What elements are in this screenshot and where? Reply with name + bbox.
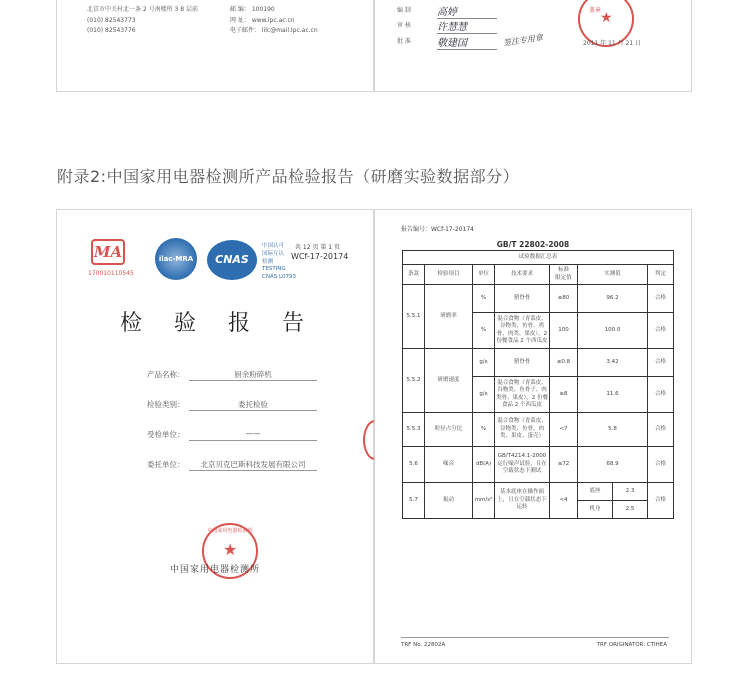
cell-unit: g/s: [473, 349, 495, 377]
fax-line: (010) 82543776: [87, 27, 136, 34]
signature-extra: 签注专用章: [502, 33, 544, 48]
cell-clause: 5.6: [403, 447, 425, 483]
field-client: [147, 459, 317, 473]
header-measured: 实测值: [578, 265, 648, 285]
report-number: WCf-17-20174: [291, 252, 349, 261]
cell-measured: 100.0: [578, 313, 648, 349]
stamp-star-icon: ★: [600, 10, 613, 26]
issuing-org: 中国家用电器检测所: [169, 565, 260, 575]
stamp-ring-text: 中国家用电器检测所: [207, 528, 253, 534]
footer-trf-no: TRF No. 22802A: [401, 642, 446, 648]
cert-line-2: 国际互认: [262, 251, 285, 257]
cell-requirement: 基本底座在操作面上，且在空载状态下运转: [495, 483, 550, 519]
cell-requirement: 混合食物（青菜皮、谷物类、鱼骨、鸡骨、肉类、果皮），2 份餐食品 2 个西瓜皮: [495, 313, 550, 349]
email-line: 电子邮件： lilc@mail.lpc.ac.cn: [230, 27, 318, 34]
cell-item: 研磨速度: [425, 349, 473, 413]
cell-measured: 68.9: [578, 447, 648, 483]
cell-limit: ≤72: [550, 447, 578, 483]
cell-verdict: 合格: [648, 413, 674, 447]
stamp-label: 盖章: [589, 7, 602, 14]
cell-requirement: 猪脊骨: [495, 349, 550, 377]
header-verdict: 判定: [648, 265, 674, 285]
field-inspection-type: [147, 399, 317, 413]
table-header-row: [403, 265, 674, 285]
phone-line: (010) 82543773: [87, 17, 136, 24]
footer-trf-originator: TRF ORIGINATOR: CTIHEA: [596, 642, 667, 648]
header-unit: 单位: [473, 265, 495, 285]
cell-verdict: 合格: [648, 313, 674, 349]
results-table: [402, 250, 674, 519]
cell-limit: ≥8: [550, 377, 578, 413]
field-label: 检验类别：: [147, 400, 185, 409]
sub-value: 2.5: [625, 505, 635, 512]
cert-line-5: CNAS L0793: [262, 274, 297, 280]
cell-item: 粒径占分比: [425, 413, 473, 447]
sub-label: 底座: [578, 483, 613, 500]
ma-logo-text: MA: [93, 243, 123, 261]
field-value: 委托检验: [189, 399, 317, 411]
report-cover-page: [56, 209, 374, 664]
appendix-caption: 附录2:中国家用电器检测所产品检验报告（研磨实验数据部分）: [57, 167, 520, 186]
table-row: [403, 483, 674, 519]
sign-label-prepared: 编 制: [397, 7, 411, 14]
cell-limit: <7: [550, 413, 578, 447]
cell-unit: mm/s²: [473, 483, 495, 519]
header-clause: 条款: [403, 265, 425, 285]
report-data-page: [374, 209, 692, 664]
cell-limit: <4: [550, 483, 578, 519]
sign-label-approved: 批 准: [397, 38, 411, 45]
cell-clause: 5.7: [403, 483, 425, 519]
standard-number: GB/T 22802-2008: [496, 240, 570, 249]
footer-divider: [401, 637, 669, 638]
sub-row-base: [578, 483, 647, 501]
cnas-logo-text: CNAS: [215, 253, 249, 266]
ma-logo: [91, 239, 125, 265]
cell-unit: g/s: [473, 377, 495, 413]
top-right-page: [374, 0, 692, 92]
cell-measured: 3.42: [578, 349, 648, 377]
table-row: [403, 285, 674, 313]
cell-item: 振动: [425, 483, 473, 519]
website-line: 网 址： www.lpc.ac.cn: [230, 17, 295, 24]
cell-limit: ≥80: [550, 285, 578, 313]
stamp-star-icon: ★: [223, 540, 238, 559]
field-label: 委托单位：: [147, 460, 185, 469]
table-row: [403, 447, 674, 483]
sub-value: 2.3: [625, 487, 635, 494]
signature-approved: 敬建国: [437, 34, 497, 50]
cell-unit: %: [473, 413, 495, 447]
cell-limit: 100: [550, 313, 578, 349]
cell-verdict: 合格: [648, 349, 674, 377]
field-label: 产品名称：: [147, 370, 185, 379]
cell-measured: 5.8: [578, 413, 648, 447]
cell-requirement: GB/T4214.1-2000 运行噪声试验，且在空载状态下测试: [495, 447, 550, 483]
report-date: 2011 年 11 月 21 日: [583, 40, 642, 47]
cell-clause: 5.5.2: [403, 349, 425, 413]
cell-verdict: 合格: [648, 285, 674, 313]
table-title-row: [403, 251, 674, 265]
header-requirement: 技术要求: [495, 265, 550, 285]
cell-verdict: 合格: [648, 483, 674, 519]
sub-label: 机身: [578, 501, 613, 518]
cert-line-4: TESTING: [262, 266, 286, 272]
cert-line-3: 检测: [262, 259, 274, 265]
cell-requirement: 猪脊骨: [495, 285, 550, 313]
postcode-line: 邮 编： 100190: [230, 6, 275, 13]
cell-unit: %: [473, 285, 495, 313]
ilac-logo-text: ilac-MRA: [158, 255, 194, 263]
table-row: [403, 413, 674, 447]
table-title: 试验数据汇总表: [403, 251, 674, 265]
cell-verdict: 合格: [648, 377, 674, 413]
report-title: 检 验 报 告: [120, 311, 310, 336]
address-line: 北京市中关村北一条 2 号南楼所 3 8 层前: [87, 6, 198, 13]
cell-measured: 11.6: [578, 377, 648, 413]
field-inspected-unit: [147, 429, 317, 443]
field-value: ——: [189, 429, 317, 441]
field-label: 受检单位：: [147, 430, 185, 439]
page-info: 共 12 页 第 1 页: [295, 244, 340, 251]
top-left-page: [56, 0, 374, 92]
cert-line-1: 中国认可: [262, 243, 285, 249]
header-item: 检验项目: [425, 265, 473, 285]
ma-number: 170010110545: [88, 270, 134, 277]
sign-label-reviewed: 审 核: [397, 22, 411, 29]
data-report-number: 报告编号：WCf-17-20174: [401, 226, 474, 233]
cell-requirement: 混合食物（青菜皮、谷物类、鱼骨、肉类、果皮、蛋壳）: [495, 413, 550, 447]
cell-unit: %: [473, 313, 495, 349]
field-product-name: [147, 369, 317, 383]
cell-item: 研磨率: [425, 285, 473, 349]
sub-row-body: [578, 501, 647, 518]
signature-reviewed: 许慧慧: [437, 18, 497, 34]
cell-limit: ≥0.8: [550, 349, 578, 377]
cell-requirement: 混合食物（青菜皮、谷物类、鱼骨子、肉类骨、果皮），2 份餐食品 2 个西瓜皮: [495, 377, 550, 413]
cell-clause: 5.5.1: [403, 285, 425, 349]
field-value: 厨余粉碎机: [189, 369, 317, 381]
table-row: [403, 349, 674, 377]
cell-measured: 96.2: [578, 285, 648, 313]
cell-item: 噪音: [425, 447, 473, 483]
cell-verdict: 合格: [648, 447, 674, 483]
header-limit: 标准 限定值: [550, 265, 578, 285]
signature-prepared: 高婷: [437, 3, 497, 19]
field-value: 北京贝克巴斯科技发展有限公司: [189, 459, 317, 471]
cell-measured-split: [578, 483, 648, 519]
cell-unit: dB(A): [473, 447, 495, 483]
cell-clause: 5.5.3: [403, 413, 425, 447]
